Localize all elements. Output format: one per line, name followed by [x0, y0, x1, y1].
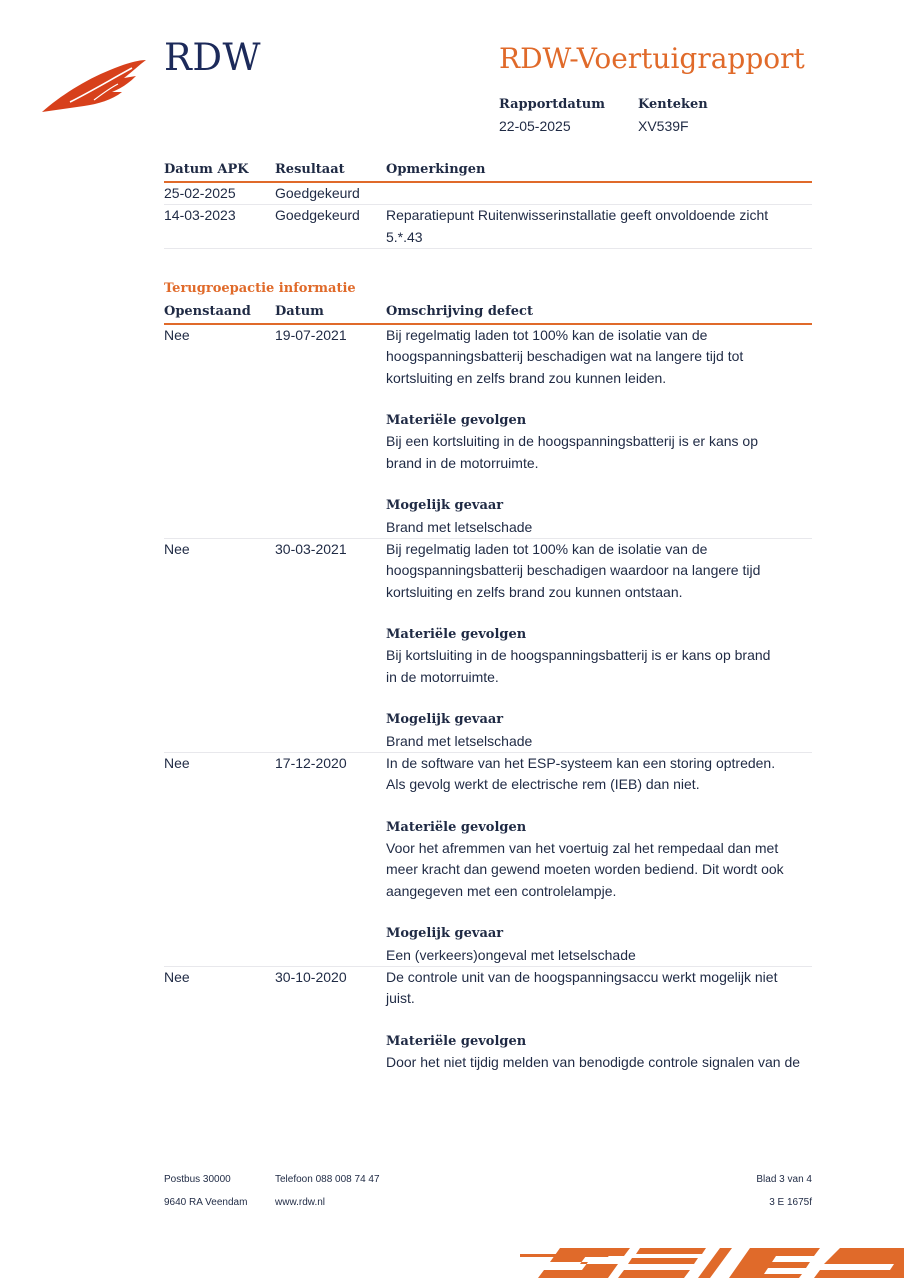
possible-danger: Brand met letselschade	[386, 518, 533, 535]
apk-date: 14-03-2023	[164, 207, 236, 224]
license-plate: XV539F	[638, 118, 689, 134]
apk-result: Goedgekeurd	[275, 207, 360, 224]
table-row	[164, 183, 812, 205]
footer-postbus: Postbus 30000	[164, 1174, 231, 1185]
column-header: Openstaand	[164, 304, 251, 319]
column-header: Datum APK	[164, 162, 249, 177]
recall-open: Nee	[164, 968, 190, 985]
recall-table	[164, 302, 812, 1073]
column-header: Datum	[275, 304, 324, 319]
material-consequences: Door het niet tijdig melden van benodigde controle signalen van de	[386, 1054, 801, 1071]
footer-phone: Telefoon 088 008 74 47	[275, 1174, 380, 1185]
footer-page-number: Blad 3 van 4	[756, 1174, 812, 1185]
possible-danger-label: Mogelijk gevaar	[386, 498, 504, 514]
apk-remark	[386, 183, 812, 204]
recall-date: 30-10-2020	[275, 968, 347, 985]
report-title: RDW-Voertuigrapport	[499, 42, 805, 75]
defect-description: Bij regelmatig laden tot 100% kan de isolatie van de hoogspanningsbatterij beschadigen waardoor na langere tijd kortsluiting en zelfs brand zou kunnen ontstaan.	[386, 540, 761, 600]
recall-description-block	[386, 753, 796, 966]
table-row	[164, 753, 812, 967]
apk-table-header	[164, 160, 812, 183]
column-header: Omschrijving defect	[386, 304, 533, 319]
footer-postal-address: 9640 RA Veendam	[164, 1197, 248, 1208]
footer-document-code: 3 E 1675f	[769, 1197, 812, 1208]
apk-table	[164, 160, 812, 249]
rdw-feather-logo-icon	[40, 56, 148, 114]
recall-description-block	[386, 539, 771, 752]
defect-description: Bij regelmatig laden tot 100% kan de isolatie van de hoogspanningsbatterij beschadigen wat na langere tijd tot kortsluiting en zelfs brand zou kunnen leiden.	[386, 327, 744, 386]
recall-date: 30-03-2021	[275, 540, 347, 557]
apk-result: Goedgekeurd	[275, 185, 360, 201]
possible-danger: Een (verkeers)ongeval met letselschade	[386, 946, 636, 963]
recall-description-block	[386, 967, 801, 1073]
possible-danger: Brand met letselschade	[386, 732, 533, 749]
report-date: 22-05-2025	[499, 118, 571, 134]
material-consequences: Bij kortsluiting in de hoogspanningsbatterij is er kans op brand in de motorruimte.	[386, 647, 771, 685]
footer-website-link[interactable]: www.rdw.nl	[275, 1197, 326, 1208]
possible-danger-label: Mogelijk gevaar	[386, 926, 504, 942]
table-row	[164, 539, 812, 753]
material-consequences: Voor het afremmen van het voertuig zal het rempedaal dan met meer kracht dan gewend moeten worden bediend. Dit wordt ook aangegeven met een controlelampje.	[386, 840, 784, 899]
column-header: Opmerkingen	[386, 162, 486, 177]
defect-description: De controle unit van de hoogspanningsaccu werkt mogelijk niet juist.	[386, 968, 778, 1007]
recall-table-header	[164, 302, 812, 325]
column-header: Resultaat	[275, 162, 345, 177]
recall-section-title: Terugroepactie informatie	[164, 281, 356, 296]
plate-label: Kenteken	[638, 97, 708, 112]
table-row	[164, 205, 812, 249]
table-row	[164, 967, 812, 1073]
recall-open: Nee	[164, 327, 190, 343]
apk-remark: Reparatiepunt Ruitenwisserinstallatie geeft onvoldoende zicht 5.*.43	[386, 207, 769, 245]
recall-description-block	[386, 325, 771, 538]
recall-open: Nee	[164, 540, 190, 557]
brand-name: RDW	[164, 36, 262, 79]
recall-open: Nee	[164, 754, 190, 771]
recall-date: 19-07-2021	[275, 327, 347, 343]
material-consequences-label: Materiële gevolgen	[386, 627, 527, 643]
material-consequences-label: Materiële gevolgen	[386, 819, 527, 835]
table-row	[164, 325, 812, 539]
material-consequences: Bij een kortsluiting in de hoogspanningsbatterij is er kans op brand in de motorruimte.	[386, 433, 759, 471]
possible-danger-label: Mogelijk gevaar	[386, 712, 504, 728]
recall-date: 17-12-2020	[275, 754, 347, 771]
material-consequences-label: Materiële gevolgen	[386, 413, 527, 429]
material-consequences-label: Materiële gevolgen	[386, 1033, 527, 1049]
report-date-label: Rapportdatum	[499, 97, 605, 112]
apk-date: 25-02-2025	[164, 185, 236, 201]
defect-description: In de software van het ESP-systeem kan een storing optreden. Als gevolg werkt de electrische rem (IEB) dan niet.	[386, 754, 776, 793]
rdw-stripes-graphic-icon	[520, 1244, 904, 1280]
